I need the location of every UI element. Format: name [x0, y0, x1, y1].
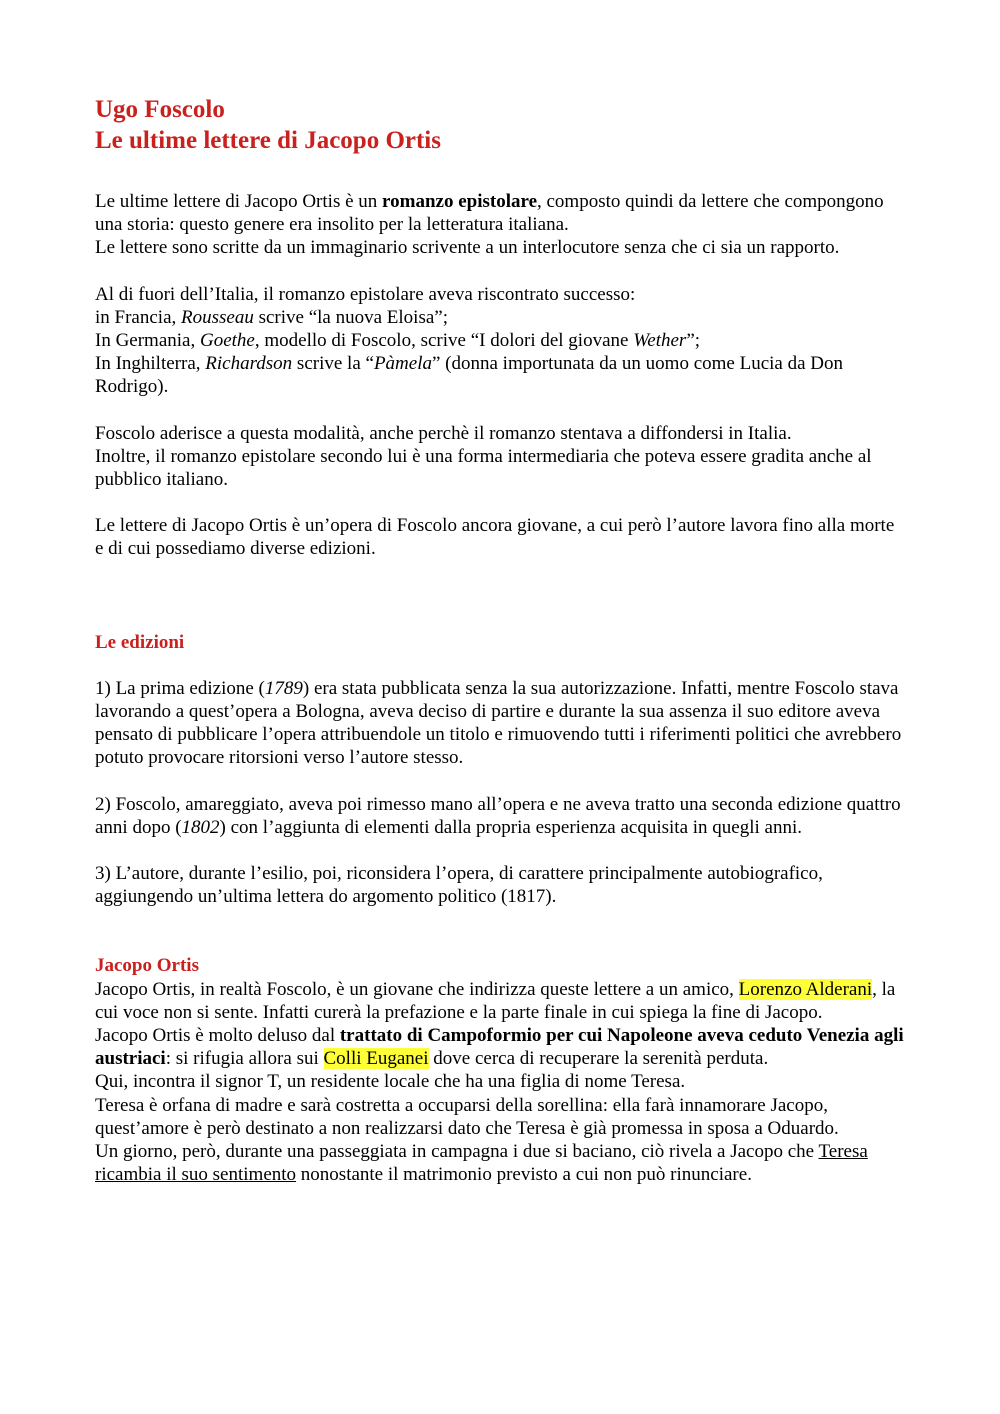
bold-treaty: trattato di Campoformio per cui Napoleone aveva ceduto Venezia agli austriaci [95, 1025, 904, 1070]
document-title [95, 94, 907, 156]
intro-paragraph-3: Foscolo aderisce a questa modalità, anche perchè il romanzo stentava a diffondersi in Italia. Inoltre, il romanzo epistolare secondo lui è una forma intermediaria che poteva essere gradita anche al pubblico italiano. [95, 422, 872, 491]
document-page [95, 94, 907, 1187]
edition-2: 2) Foscolo, amareggiato, aveva poi rimesso mano all’opera e ne aveva tratto una seconda edizione quattro anni dopo (1802) con l’aggiunta di elementi dalla propria esperienza acquisita in quegli anni. [95, 793, 901, 838]
highlighted-name: Lorenzo Alderani [738, 978, 873, 1000]
highlighted-place: Colli Euganei [323, 1048, 429, 1070]
edition-1: 1) La prima edizione (1789) era stata pubblicata senza la sua autorizzazione. Infatti, mentre Foscolo stava lavorando a quest’opera a Bologna, aveva deciso di partire e durante la sua assenza il suo editore aveva pensato di pubblicare l’opera attribuendole un titolo e rimuovendo tutti i riferimenti politici che avrebbero potuto provocare ritorsioni verso l’autore stesso. [95, 677, 902, 769]
underlined-phrase: Teresa ricambia il suo sentimento [95, 1141, 868, 1186]
ortis-paragraph: Jacopo Ortis, in realtà Foscolo, è un giovane che indirizza queste lettere a un amico, Lorenzo Alderani, la cui voce non si sente. Infatti curerà la prefazione e la parte finale in cui spiega la fine di Jacopo. Jacopo Ortis è molto deluso dal trattato di Campoformio per cui Napoleone aveva ceduto Venezia agli austriaci: si rifugia allora sui Colli Euganei dove cerca di recuperare la serenità perduta. Qui, incontra il signor T, un residente locale che ha una figlia di nome Teresa. Teresa è orfana di madre e sarà costretta a occuparsi della sorellina: ella farà innamorare Jacopo, quest’amore è però destinato a non realizzarsi dato che Teresa è già promessa in sposa a Oduardo. Un giorno, però, durante una passeggiata in campagna i due si baciano, ciò rivela a Jacopo che Teresa ricambia il suo sentimento nonostante il matrimonio previsto a cui non può rinunciare. [95, 978, 904, 1186]
work-title: Le ultime lettere di Jacopo Ortis [95, 127, 441, 154]
edition-3: 3) L’autore, durante l’esilio, poi, riconsidera l’opera, di carattere principalmente autobiografico, aggiungendo un’ultima lettera do argomento politico (1817). [95, 863, 823, 908]
intro-paragraph-4: Le lettere di Jacopo Ortis è un’opera di Foscolo ancora giovane, a cui però l’autore lavora fino alla morte e di cui possediamo diverse edizioni. [95, 515, 895, 560]
section-heading-editions: Le edizioni [95, 631, 185, 653]
bold-term: romanzo epistolare [382, 191, 537, 212]
section-heading-jacopo-ortis: Jacopo Ortis [95, 955, 199, 977]
author-title: Ugo Foscolo [95, 96, 225, 123]
intro-paragraph-2: Al di fuori dell’Italia, il romanzo epistolare aveva riscontrato successo: in Francia, Rousseau scrive “la nuova Eloisa”; In Germania, Goethe, modello di Foscolo, scrive “I dolori del giovane Wether”; In Inghilterra, Richardson scrive la “Pàmela” (donna importunata da un uomo come Lucia da Don Rodrigo). [95, 283, 843, 398]
intro-paragraph-1: Le ultime lettere di Jacopo Ortis è un romanzo epistolare, composto quindi da lettere che compongono una storia: questo genere era insolito per la letteratura italiana. Le lettere sono scritte da un immaginario scrivente a un interlocutore senza che ci sia un rapporto. [95, 191, 884, 259]
